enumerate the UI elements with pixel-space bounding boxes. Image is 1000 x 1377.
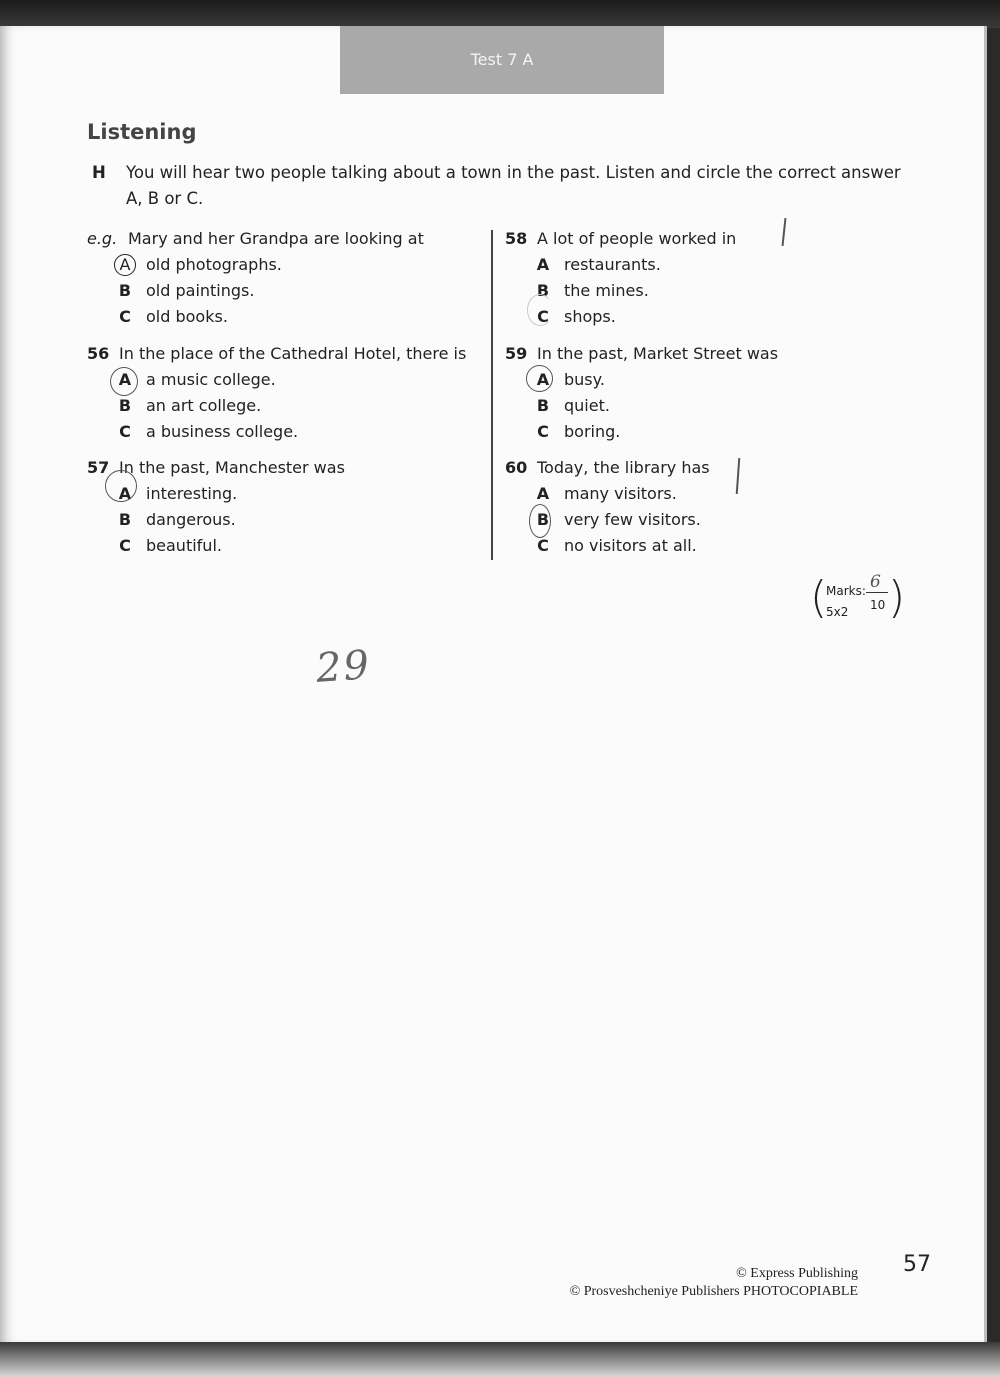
option-letter: A [114, 254, 136, 276]
marks-formula: 5x2 [826, 605, 849, 619]
option-text: very few visitors. [564, 510, 701, 529]
option-b[interactable] [532, 278, 736, 304]
option-b[interactable] [114, 507, 345, 533]
handwritten-answer-circle [110, 367, 138, 396]
question-56 [87, 341, 466, 445]
option-b[interactable] [114, 278, 424, 304]
option-letter: B [536, 281, 550, 300]
option-c[interactable] [532, 533, 710, 559]
question-number: 58 [505, 229, 528, 248]
question-59 [505, 341, 778, 445]
option-a[interactable] [532, 367, 778, 393]
footer-copyright-1: © Express Publishing [736, 1266, 858, 1281]
option-text: beautiful. [146, 536, 222, 555]
question-stem: Today, the library has [537, 458, 710, 477]
marks-box [810, 572, 906, 626]
option-letter: B [536, 396, 550, 415]
marks-score: 6 [870, 572, 881, 592]
option-a[interactable] [532, 252, 736, 278]
option-text: many visitors. [564, 484, 677, 503]
option-letter: A [536, 370, 550, 389]
handwritten-tick [782, 218, 787, 246]
instruction-text: You will hear two people talking about a town in the past. Listen and circle the correct answer A, B or C. [126, 163, 901, 208]
option-b[interactable] [532, 507, 710, 533]
option-text: dangerous. [146, 510, 236, 529]
question-stem: A lot of people worked in [537, 229, 737, 248]
option-letter: C [537, 536, 549, 555]
option-a[interactable] [114, 367, 466, 393]
option-letter: B [536, 510, 550, 529]
question-stem: In the past, Manchester was [119, 458, 345, 477]
question-number: 60 [505, 458, 528, 477]
page-number: 57 [903, 1252, 931, 1277]
option-text: busy. [564, 370, 605, 389]
option-letter: B [118, 281, 132, 300]
option-letter: B [118, 396, 132, 415]
column-divider [491, 230, 493, 560]
option-text: a business college. [146, 422, 299, 441]
handwritten-answer-circle [526, 365, 553, 392]
handwritten-tick [736, 458, 741, 494]
option-a[interactable] [114, 481, 345, 507]
instruction [92, 160, 907, 212]
handwritten-note: 29 [314, 642, 373, 692]
option-a[interactable] [114, 252, 424, 278]
option-text: a music college. [146, 370, 276, 389]
option-text: old books. [146, 307, 228, 326]
option-text: quiet. [564, 396, 610, 415]
section-title: Listening [87, 120, 197, 144]
option-text: boring. [564, 422, 621, 441]
handwritten-answer-circle [105, 470, 137, 502]
test-header: Test 7 A [340, 26, 664, 94]
option-text: shops. [564, 307, 616, 326]
question-number: 57 [87, 458, 110, 477]
option-letter: A [118, 370, 132, 389]
question-stem: In the place of the Cathedral Hotel, there is [119, 344, 467, 363]
option-text: an art college. [146, 396, 262, 415]
handwritten-answer-circle [529, 504, 551, 538]
option-c[interactable] [114, 304, 424, 330]
worksheet-page [0, 26, 987, 1344]
option-a[interactable] [532, 481, 710, 507]
option-letter: A [536, 255, 550, 274]
marks-total: 10 [870, 598, 886, 612]
option-text: old paintings. [146, 281, 255, 300]
option-letter: C [119, 536, 131, 555]
option-text: the mines. [564, 281, 649, 300]
option-letter: A [118, 484, 132, 503]
option-letter: C [119, 307, 131, 326]
scan-top-edge [0, 0, 1000, 28]
option-text: no visitors at all. [564, 536, 697, 555]
question-number: 59 [505, 344, 528, 363]
option-c[interactable] [532, 304, 736, 330]
option-letter: C [537, 307, 549, 326]
option-letter: A [536, 484, 550, 503]
option-text: old photographs. [146, 255, 282, 274]
option-text: interesting. [146, 484, 238, 503]
question-number: 56 [87, 344, 110, 363]
option-letter: B [118, 510, 132, 529]
option-c[interactable] [114, 419, 466, 445]
option-c[interactable] [114, 533, 345, 559]
question-stem: In the past, Market Street was [537, 344, 779, 363]
marks-label: Marks: [826, 584, 866, 598]
fraction-bar [866, 592, 888, 593]
option-b[interactable] [114, 393, 466, 419]
option-letter: C [119, 422, 131, 441]
option-c[interactable] [532, 419, 778, 445]
option-b[interactable] [532, 393, 778, 419]
left-paren: ( [810, 572, 828, 623]
question-number: e.g. [87, 229, 118, 248]
question-example [87, 226, 424, 330]
footer-copyright-2: © Prosveshcheniye Publishers PHOTOCOPIABLE [569, 1284, 858, 1299]
handwritten-answer-circle [527, 294, 553, 326]
option-letter: C [537, 422, 549, 441]
right-paren: ) [888, 572, 906, 623]
question-stem: Mary and her Grandpa are looking at [128, 229, 424, 248]
option-text: restaurants. [564, 255, 661, 274]
instruction-letter: H [92, 163, 106, 182]
scan-bottom-edge [0, 1342, 1000, 1377]
